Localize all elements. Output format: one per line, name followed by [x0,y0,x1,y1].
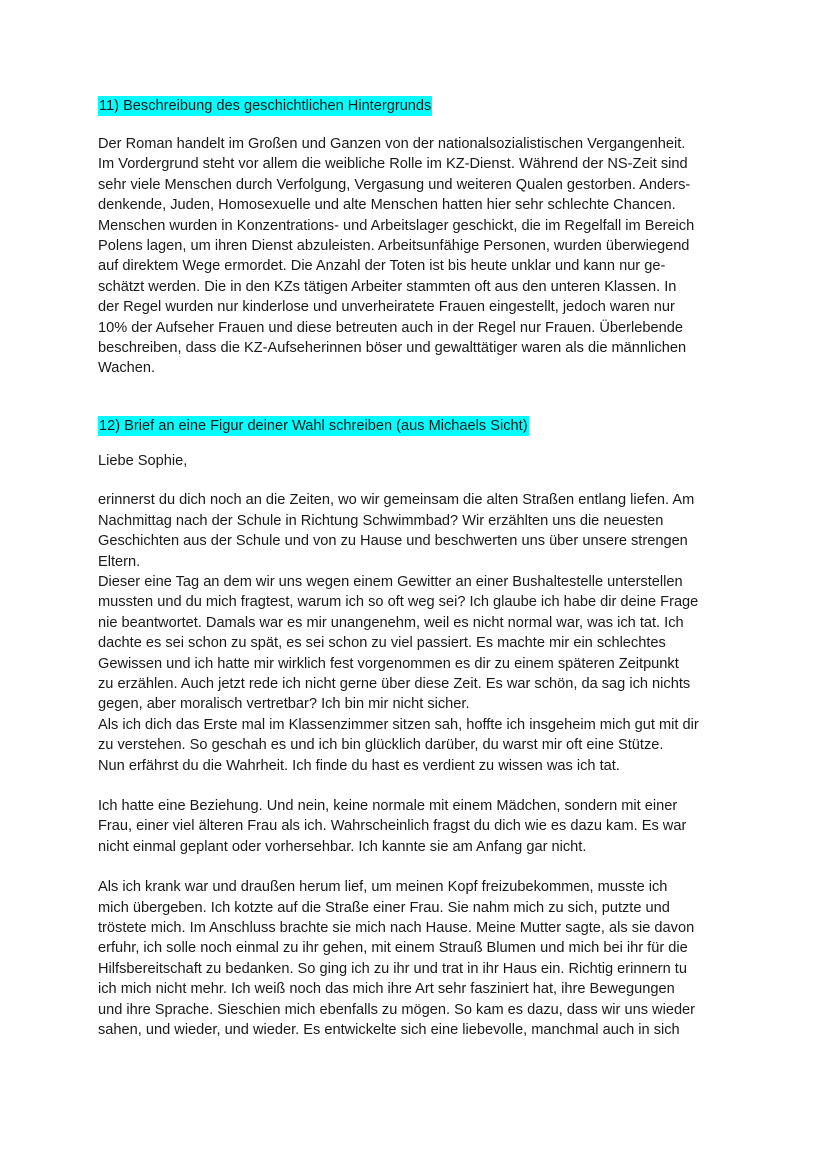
text-line: Im Vordergrund steht vor allem die weibliche Rolle im KZ-Dienst. Während der NS-Zeit sind [98,156,688,173]
section2-heading: 12) Brief an eine Figur deiner Wahl schreiben (aus Michaels Sicht) [99,417,528,434]
letter-paragraph-3 [98,877,738,1040]
document-page [98,96,738,1040]
letter-paragraph-1 [98,490,738,776]
letter-salutation: Liebe Sophie, [98,452,188,469]
text-line: Menschen wurden in Konzentrations- und Arbeitslager geschickt, die im Regelfall im Bereich [98,217,695,234]
section1-heading: 11) Beschreibung des geschichtlichen Hintergrunds [99,98,432,114]
section1-paragraph [98,134,738,379]
text-line: der Regel wurden nur kinderlose und unverheiratete Frauen eingestellt, jedoch waren nur [98,299,675,316]
text-line: beschreiben, dass die KZ-Aufseherinnen böser und gewalttätiger waren als die männlichen [98,340,687,357]
text-line: Als ich krank war und draußen herum lief, um meinen Kopf freizubekommen, musste ich [98,879,668,896]
text-line: sehr viele Menschen durch Verfolgung, Vergasung und weiteren Qualen gestorben. Anders- [98,176,691,193]
text-line: zu verstehen. So geschah es und ich bin glücklich darüber, du warst mir oft eine Stütze. [98,737,664,754]
text-line: Dieser eine Tag an dem wir uns wegen einem Gewitter an einer Bushaltestelle unterstellen [98,573,683,590]
text-line: nicht einmal geplant oder vorhersehbar. Ich kannte sie am Anfang gar nicht. [98,838,587,855]
text-line: nie beantwortet. Damals war es mir unangenehm, weil es nicht normal war, was ich tat. Ich [98,614,684,631]
text-line: mussten und du mich fragtest, warum ich so oft weg sei? Ich glaube ich habe dir deine Frage [98,594,699,611]
text-line: schätzt werden. Die in den KZs tätigen Arbeiter stammten oft aus den unteren Klassen. In [98,278,677,295]
text-line: ich mich nicht mehr. Ich weiß noch das mich ihre Art sehr fasziniert hat, ihre Bewegungen [98,981,675,998]
text-line: Als ich dich das Erste mal im Klassenzimmer sitzen sah, hoffte ich insgeheim mich gut mit dir [98,716,699,733]
text-line: Nachmittag nach der Schule in Richtung Schwimmbad? Wir erzählten uns die neuesten [98,512,664,529]
text-line: gegen, aber moralisch vertretbar? Ich bin mir nicht sicher. [98,696,470,713]
section2 [98,416,738,1041]
text-line: sahen, und wieder, und wieder. Es entwickelte sich eine liebevolle, manchmal auch in sich [98,1022,680,1039]
text-line: Der Roman handelt im Großen und Ganzen von der nationalsozialistischen Vergangenheit. [98,136,686,152]
text-line: Frau, einer viel älteren Frau als ich. Wahrscheinlich fragst du dich wie es dazu kam. Es war [98,818,687,835]
section1-heading-wrapper [98,96,738,116]
text-line: auf direktem Wege ermordet. Die Anzahl der Toten ist bis heute unklar und kann nur ge- [98,258,666,275]
text-line: Polens lagen, um ihren Dienst abzuleisten. Arbeitsunfähige Personen, wurden überwiegend [98,238,690,255]
text-line: Wachen. [98,360,156,377]
text-line: Geschichten aus der Schule und von zu Hause und beschwerten uns über unsere strengen [98,533,688,550]
text-line: 10% der Aufseher Frauen und diese betreuten auch in der Regel nur Frauen. Überlebende [98,319,683,336]
text-line: erinnerst du dich noch an die Zeiten, wo wir gemeinsam die alten Straßen entlang liefen. Am [98,492,695,509]
text-line: mich übergeben. Ich kotzte auf die Straße einer Frau. Sie nahm mich zu sich, putzte und [98,899,670,916]
paragraph-gap [98,776,738,796]
paragraph-gap [98,857,738,877]
text-line: denkende, Juden, Homosexuelle und alte Menschen hatten hier sehr schlechte Chancen. [98,197,676,214]
text-line: tröstete mich. Im Anschluss brachte sie mich nach Hause. Meine Mutter sagte, als sie davon [98,920,695,936]
section2-heading-wrapper [98,416,738,436]
text-line: zu erzählen. Auch jetzt rede ich nicht gerne über diese Zeit. Es war schön, da sag ich nichts [98,675,691,692]
text-line: dachte es sei schon zu spät, es sei schon zu viel passiert. Es machte mir ein schlechtes [98,635,666,652]
text-line: Gewissen und ich hatte mir wirklich fest vorgenommen es dir zu einem späteren Zeitpunkt [98,655,679,672]
text-line: Ich hatte eine Beziehung. Und nein, keine normale mit einem Mädchen, sondern mit einer [98,797,678,814]
text-line: Hilfsbereitschaft zu bedanken. So ging ich zu ihr und trat in ihr Haus ein. Richtig erinnern tu [98,960,687,977]
text-line: Eltern. [98,553,141,570]
text-line: und ihre Sprache. Sieschien mich ebenfalls zu mögen. So kam es dazu, dass wir uns wieder [98,1001,696,1018]
text-line: Nun erfährst du die Wahrheit. Ich finde du hast es verdient zu wissen was ich tat. [98,757,620,774]
text-line: erfuhr, ich solle noch einmal zu ihr gehen, mit einem Strauß Blumen und mich bei ihr für die [98,940,688,957]
letter-paragraph-2 [98,796,738,857]
